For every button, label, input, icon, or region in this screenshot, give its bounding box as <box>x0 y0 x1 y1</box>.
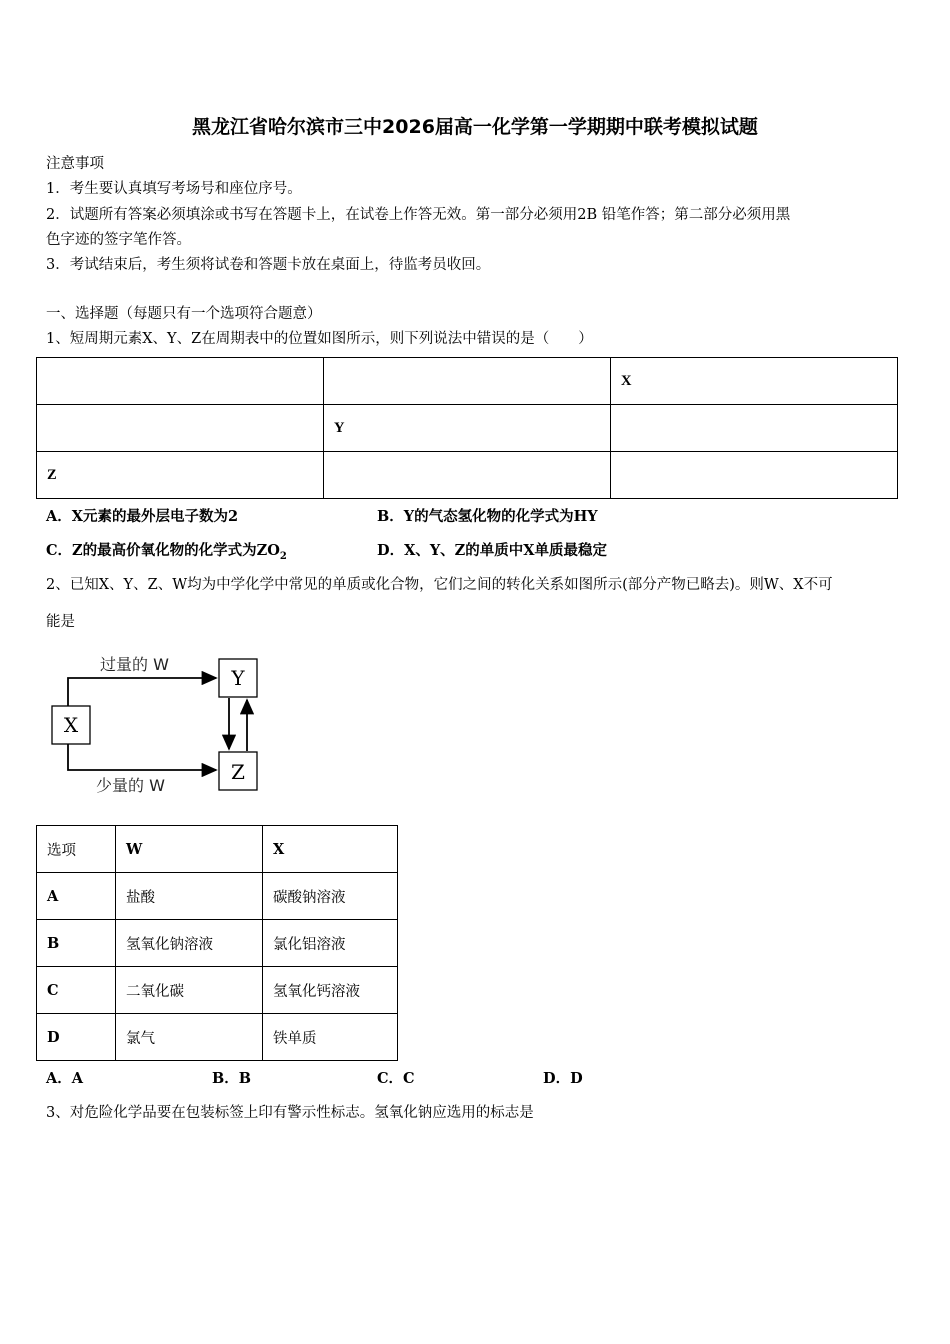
q2-option-a: A．A <box>46 1070 84 1087</box>
table-cell <box>324 358 611 405</box>
label-excess-w: 过量的 W <box>100 655 169 674</box>
table-row <box>37 920 398 967</box>
table-header-row <box>37 826 398 873</box>
node-x-label: X <box>63 713 79 737</box>
table-row <box>37 1014 398 1061</box>
section-heading: 一、选择题（每题只有一个选项符合题意） <box>46 306 322 322</box>
header-cell: X <box>263 826 398 873</box>
table-cell: 氯气 <box>116 1014 263 1061</box>
arrow-x-to-y <box>68 678 216 706</box>
table-row <box>37 873 398 920</box>
header-cell: 选项 <box>37 826 116 873</box>
table-cell: B <box>37 920 116 967</box>
table-cell <box>611 452 898 499</box>
table-cell: Y <box>324 405 611 452</box>
periodic-table-fragment <box>36 357 898 499</box>
q3-stem: 3、对危险化学品要在包装标签上印有警示性标志。氢氧化钠应选用的标志是 <box>46 1105 534 1121</box>
table-cell: 盐酸 <box>116 873 263 920</box>
q2-option-c: C．C <box>377 1070 415 1087</box>
label-little-w: 少量的 W <box>96 776 165 795</box>
table-cell <box>37 358 324 405</box>
arrow-x-to-z <box>68 744 216 770</box>
header-cell: W <box>116 826 263 873</box>
conversion-diagram <box>0 640 300 810</box>
table-row <box>37 405 898 452</box>
table-row <box>37 967 398 1014</box>
table-row <box>37 358 898 405</box>
q1-stem: 1、短周期元素X、Y、Z在周期表中的位置如图所示，则下列说法中错误的是（ ） <box>46 331 593 347</box>
table-cell: 氯化铝溶液 <box>263 920 398 967</box>
q1-option-a: A．X元素的最外层电子数为2 <box>46 508 239 525</box>
table-cell: Z <box>37 452 324 499</box>
table-cell: C <box>37 967 116 1014</box>
table-cell <box>37 405 324 452</box>
table-cell <box>611 405 898 452</box>
notice-item-1: 1．考生要认真填写考场号和座位序号。 <box>46 181 302 197</box>
table-cell <box>324 452 611 499</box>
q1-option-b: B．Y的气态氢化物的化学式为HY <box>377 508 598 525</box>
q1-option-c: C．Z的最高价氧化物的化学式为$ZO_2$ <box>46 542 287 562</box>
notice-heading: 注意事项 <box>46 156 104 172</box>
table-cell: 铁单质 <box>263 1014 398 1061</box>
node-y-label: Y <box>231 666 245 690</box>
q2-stem-line2: 能是 <box>46 614 75 630</box>
q2-option-d: D．D <box>543 1070 583 1087</box>
table-cell: 二氧化碳 <box>116 967 263 1014</box>
table-row <box>37 452 898 499</box>
notice-item-2: 2．试题所有答案必须填涂或书写在答题卡上，在试卷上作答无效。第一部分必须用2B 铅笔作答；第二部分必须用黑 <box>46 207 791 223</box>
page-title: 黑龙江省哈尔滨市三中2026届高一化学第一学期期中联考模拟试题 <box>192 116 758 138</box>
table-cell: 氢氧化钠溶液 <box>116 920 263 967</box>
table-cell: 碳酸钠溶液 <box>263 873 398 920</box>
node-z-label: Z <box>231 760 245 784</box>
table-cell: A <box>37 873 116 920</box>
table-cell: X <box>611 358 898 405</box>
options-table <box>36 825 398 1061</box>
table-cell: D <box>37 1014 116 1061</box>
q1-option-d: D．X、Y、Z的单质中X单质最稳定 <box>377 542 608 559</box>
q2-option-b: B．B <box>212 1070 252 1087</box>
table-cell: 氢氧化钙溶液 <box>263 967 398 1014</box>
q2-stem-line1: 2、已知X、Y、Z、W均为中学化学中常见的单质或化合物，它们之间的转化关系如图所示(部分产物已略去)。则W、X不可 <box>46 577 833 593</box>
notice-item-3: 3．考试结束后，考生须将试卷和答题卡放在桌面上，待监考员收回。 <box>46 257 491 273</box>
notice-item-2-cont: 色字迹的签字笔作答。 <box>46 232 191 248</box>
